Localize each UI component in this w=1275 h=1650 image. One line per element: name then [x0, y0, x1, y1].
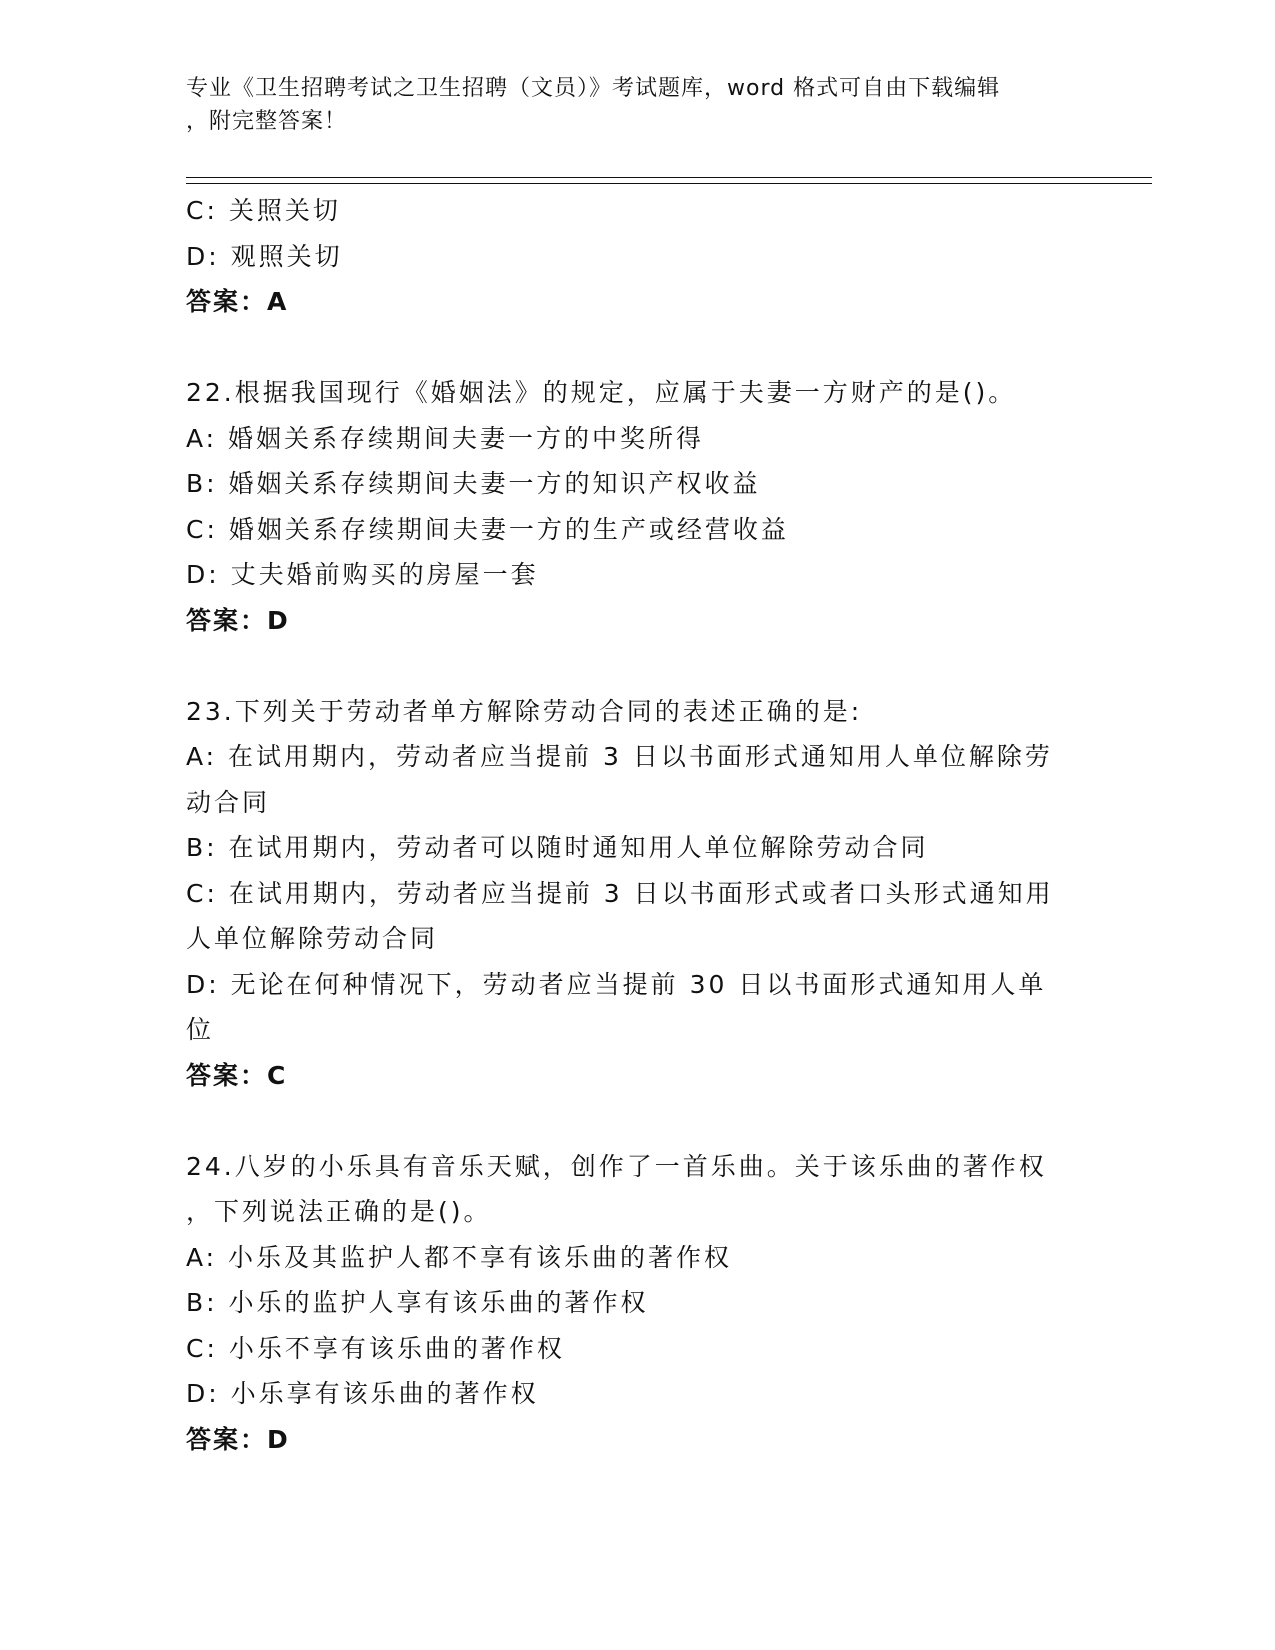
question-21-tail [186, 188, 1086, 325]
header-line-1: 专业《卫生招聘考试之卫生招聘（文员）》考试题库，word 格式可自由下载编辑 [186, 76, 1001, 101]
option-c: C: 小乐不享有该乐曲的著作权 [186, 1333, 565, 1363]
option-a-line-1: A: 在试用期内，劳动者应当提前 3 日以书面形式通知用人单位解除劳 [186, 742, 1053, 771]
option-d: D: 小乐享有该乐曲的著作权 [186, 1379, 539, 1408]
question-stem: 23.下列关于劳动者单方解除劳动合同的表述正确的是: [186, 696, 863, 726]
option-b: B: 小乐的监护人享有该乐曲的著作权 [186, 1288, 649, 1317]
header-rule-top [186, 177, 1152, 178]
question-23 [186, 689, 1086, 1099]
option-b: B: 在试用期内，劳动者可以随时通知用人单位解除劳动合同 [186, 833, 929, 862]
option-d-line-1: D: 无论在何种情况下，劳动者应当提前 30 日以书面形式通知用人单 [186, 969, 1047, 999]
option-c-line-1: C: 在试用期内，劳动者应当提前 3 日以书面形式或者口头形式通知用 [186, 878, 1054, 908]
option-a-line-2: 动合同 [186, 787, 271, 817]
question-stem-line-1: 24.八岁的小乐具有音乐天赋，创作了一首乐曲。关于该乐曲的著作权 [186, 1151, 1047, 1181]
header-line-2: ，附完整答案！ [186, 109, 348, 134]
spacer [186, 325, 1086, 371]
option-a: A: 小乐及其监护人都不享有该乐曲的著作权 [186, 1242, 733, 1272]
option-d-line-2: 位 [186, 1015, 215, 1044]
spacer [186, 643, 1086, 689]
option-d: D: 丈夫婚前购买的房屋一套 [186, 560, 539, 589]
spacer [186, 1098, 1086, 1144]
answer: 答案：A [186, 287, 289, 316]
option-c-line-2: 人单位解除劳动合同 [186, 924, 439, 953]
question-24 [186, 1144, 1086, 1463]
option-d: D: 观照关切 [186, 241, 343, 271]
answer: 答案：C [186, 1060, 288, 1090]
option-a: A: 婚姻关系存续期间夫妻一方的中奖所得 [186, 423, 705, 453]
document-header [186, 72, 1066, 138]
answer: 答案：D [186, 605, 290, 635]
question-stem: 22.根据我国现行《婚姻法》的规定，应属于夫妻一方财产的是()。 [186, 378, 1017, 407]
option-c: C: 关照关切 [186, 196, 341, 225]
header-rule-bottom [186, 183, 1152, 184]
option-b: B: 婚姻关系存续期间夫妻一方的知识产权收益 [186, 469, 761, 498]
question-list [186, 188, 1086, 1462]
option-c: C: 婚姻关系存续期间夫妻一方的生产或经营收益 [186, 514, 789, 544]
answer: 答案：D [186, 1424, 290, 1454]
question-22 [186, 370, 1086, 643]
question-stem-line-2: ，下列说法正确的是()。 [186, 1197, 492, 1226]
